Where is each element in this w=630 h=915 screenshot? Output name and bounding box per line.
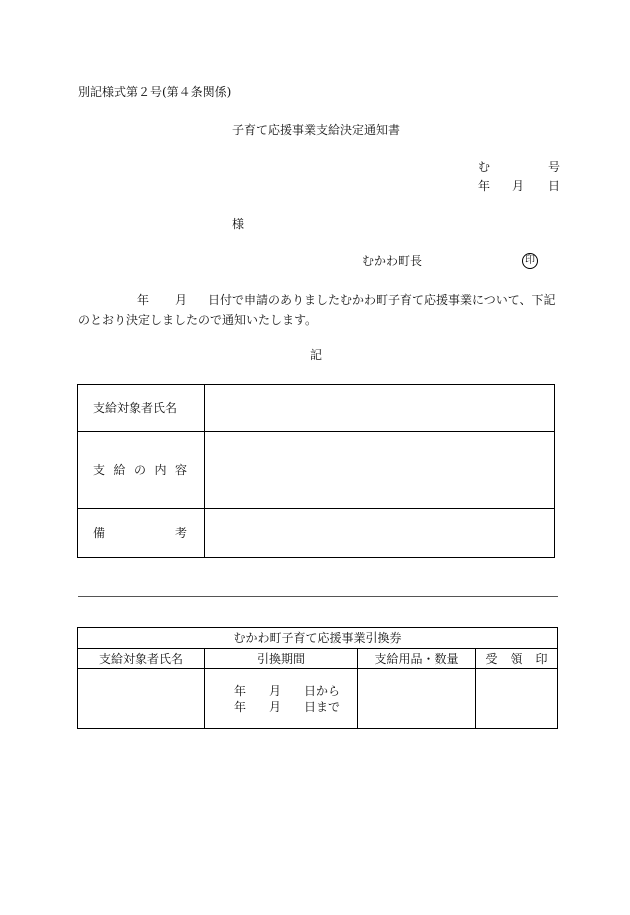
form-reference: 別記様式第２号(第４条関係) [78, 85, 232, 99]
period-to-year-label: 年 [234, 699, 247, 714]
benefit-content-label-text: 支 給 の 内 容 [93, 463, 187, 478]
voucher-title: むかわ町子育て応援事業引換券 [78, 628, 558, 649]
voucher-col-recipient-name: 支給対象者氏名 [78, 649, 205, 669]
period-to-month-label: 月 [269, 699, 282, 714]
voucher-title-row [78, 628, 558, 649]
voucher-table [77, 627, 558, 729]
period-from-day-label: 日から [304, 683, 341, 698]
document-title: 子育て応援事業支給決定通知書 [232, 123, 401, 137]
voucher-col-receipt-seal [476, 649, 558, 669]
recipient-name-label [78, 385, 205, 432]
benefit-content-label [78, 432, 205, 509]
document-number-prefix: む [478, 160, 491, 174]
remarks-cell [205, 509, 555, 558]
body-year-label: 年 [137, 293, 150, 307]
body-line-1: 日付で申請のありましたむかわ町子育て応援事業について、下記 [208, 293, 556, 307]
issuer-name: むかわ町長 [362, 254, 423, 268]
voucher-receipt-seal-cell [476, 669, 558, 729]
issue-date-month-label: 月 [512, 179, 525, 193]
recipient-name-cell [205, 385, 555, 432]
table-row [78, 509, 555, 558]
remarks-label-text: 備 考 [93, 526, 187, 541]
table-row [78, 669, 558, 729]
table-row [78, 385, 555, 432]
voucher-col-exchange-period: 引換期間 [205, 649, 358, 669]
voucher-items-quantity-cell [358, 669, 476, 729]
remarks-label [78, 509, 205, 558]
period-to-day-label: 日まで [304, 699, 341, 714]
body-month-label: 月 [175, 293, 188, 307]
period-from-year-label: 年 [234, 683, 247, 698]
period-from-month-label: 月 [269, 683, 282, 698]
voucher-col-receipt-seal-text: 受 領 印 [485, 651, 548, 666]
voucher-header-row [78, 649, 558, 669]
decision-table [77, 384, 555, 558]
seal-mark: 印 [522, 253, 538, 269]
recipient-honorific: 様 [232, 217, 245, 231]
voucher-period-cell [205, 669, 358, 729]
period-to [234, 699, 357, 715]
document-number-suffix: 号 [548, 160, 561, 174]
benefit-content-cell [205, 432, 555, 509]
issue-date-day-label: 日 [548, 179, 561, 193]
recipient-name-label-text: 支給対象者氏名 [93, 401, 178, 415]
voucher-col-items-quantity: 支給用品・数量 [358, 649, 476, 669]
period-from [234, 683, 357, 699]
table-row [78, 432, 555, 509]
voucher-recipient-name-cell [78, 669, 205, 729]
cut-line-divider [78, 596, 558, 597]
body-line-2: のとおり決定しましたので通知いたします。 [78, 313, 318, 327]
notation-mark: 記 [310, 348, 323, 362]
issue-date-year-label: 年 [478, 179, 491, 193]
